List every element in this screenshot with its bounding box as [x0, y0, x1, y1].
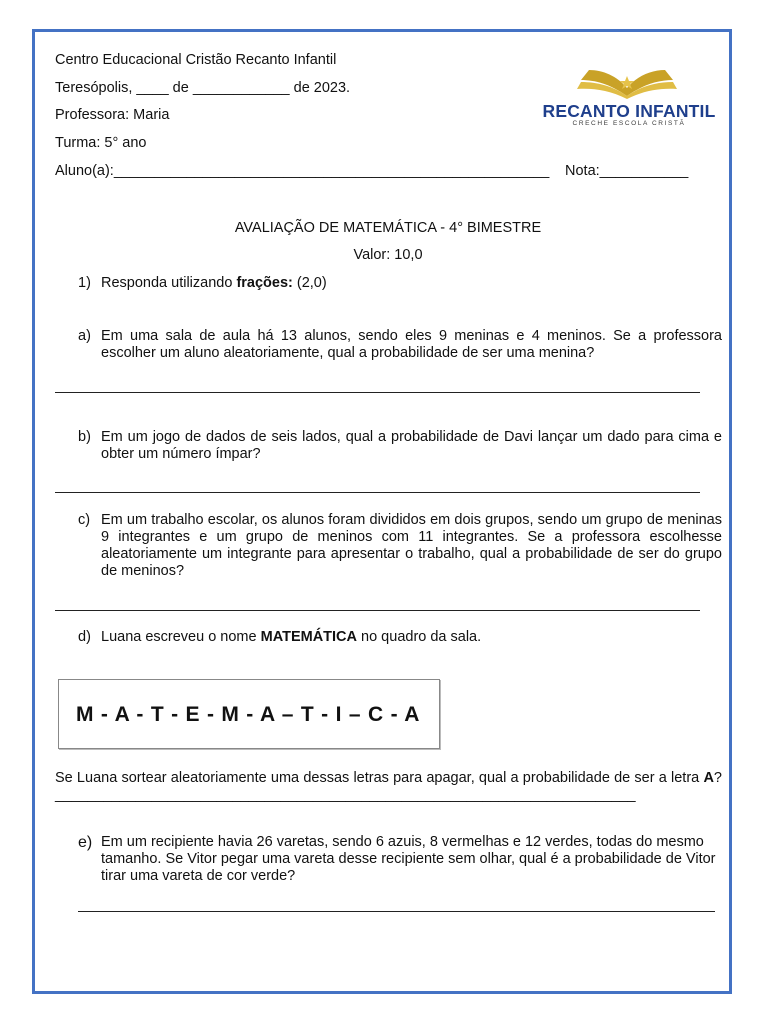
item-e-text: Em um recipiente havia 26 varetas, sendo 6 azuis, 8 vermelhas e 12 verdes, todas do mesmo tamanho. Se Vitor pegar uma vareta desse recipiente sem olhar, qual é a probabilidade de Vitor tirar uma vareta de cor verde? — [101, 834, 716, 884]
item-d-question-bold: A — [703, 770, 714, 786]
school-logo — [535, 66, 720, 128]
item-d-prefix: Luana escreveu o nome — [101, 629, 261, 645]
question-1-number: 1) — [78, 275, 91, 291]
item-d-question-prefix: Se Luana sortear aleatoriamente uma dessas letras para apagar, qual a probabilidade de ser a letra — [55, 770, 704, 786]
item-d-label: d) — [78, 629, 91, 645]
class-line: Turma: 5° ano — [55, 135, 147, 151]
word-card — [58, 679, 440, 749]
exam-title: AVALIAÇÃO DE MATEMÁTICA - 4° BIMESTRE — [234, 220, 542, 236]
student-line: Aluno(a):______________________________________________________ — [55, 163, 550, 179]
item-d-question — [55, 770, 722, 804]
answer-line-a[interactable] — [55, 392, 700, 393]
item-d-question-suffix: ? ________________________________________________________________________ — [55, 770, 722, 803]
school-name: Centro Educacional Cristão Recanto Infantil — [55, 52, 337, 68]
answer-line-c[interactable] — [55, 610, 700, 611]
item-c-text: Em um trabalho escolar, os alunos foram divididos em dois grupos, sendo um grupo de meninas 9 integrantes e um grupo de meninos com 11 integrantes. Se a professora escolhesse aleatoriamente um integrante para apresentar o trabalho, qual a probabilidade de ser do grupo de meninos? — [101, 512, 722, 579]
item-a-text: Em uma sala de aula há 13 alunos, sendo eles 9 meninas e 4 meninos. Se a professora escolher um aluno aleatoriamente, qual a probabilidade de ser uma menina? — [101, 328, 722, 361]
item-b-label: b) — [78, 429, 91, 445]
open-book-icon — [535, 66, 720, 102]
teacher-name: Professora: Maria — [55, 107, 170, 123]
question-1-prefix: Responda utilizando — [101, 275, 237, 291]
question-1-suffix: (2,0) — [292, 275, 327, 291]
exam-value: Valor: 10,0 — [353, 247, 423, 263]
spelled-word: M - A - T - E - M - A – T - I – C - A — [76, 703, 421, 726]
city-date-line: Teresópolis, ____ de ____________ de 2023. — [55, 80, 351, 96]
grade-line: Nota:___________ — [565, 163, 689, 179]
item-a-label: a) — [78, 328, 91, 344]
logo-subtitle: CRECHE ESCOLA CRISTÃ — [572, 120, 686, 127]
item-b-text: Em um jogo de dados de seis lados, qual a probabilidade de Davi lançar um dado para cima e obter um número ímpar? — [101, 429, 722, 462]
answer-line-e[interactable] — [78, 911, 715, 912]
item-c-label: c) — [78, 512, 91, 528]
question-1-bold: frações: — [236, 275, 293, 291]
item-d-bold: MATEMÁTICA — [260, 629, 357, 645]
logo-title: RECANTO INFANTIL — [542, 101, 716, 121]
question-1-prompt — [101, 275, 327, 292]
item-d-suffix: no quadro da sala. — [357, 629, 482, 645]
item-e-label: e) — [78, 834, 93, 851]
answer-line-b[interactable] — [55, 492, 700, 493]
item-d-text — [101, 629, 722, 646]
